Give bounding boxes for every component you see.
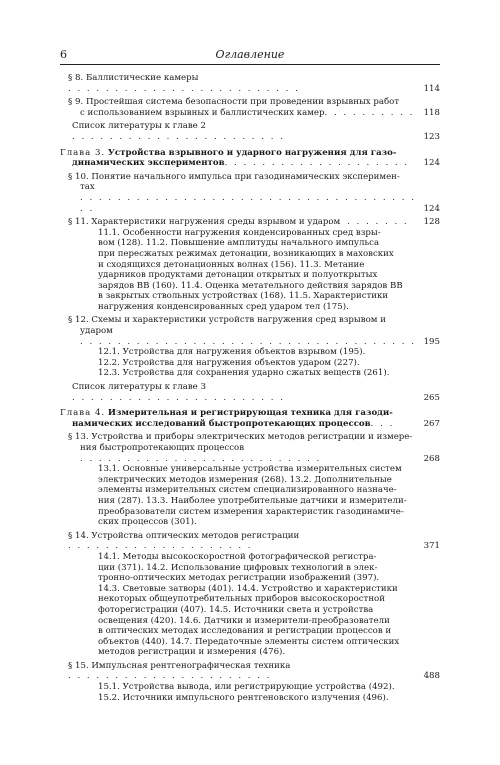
toc-page: 114 [423, 83, 440, 94]
toc-subentries-s14: 14.1. Методы высокоскоростной фотографической регистра- ции (371). 14.2. Использование цифровых технологий в элек- тронно-оптических методах регистрации изображений (397). 14.3. Световые затворы (401). 14.4. Устройство и характеристики некоторых общеупотребительных приборов высокоскоростной фоторегистрации (407). 14.5. Источники света и устройства освещения (420). 14.6. Датчики и измерители-преобразователи в оптических методах исследования и регистрации процессов и объектов (440). 14.7. Передаточные элементы систем оптических методов регистрации и измерения (476). [98, 551, 400, 658]
toc-chapter-3: Глава 3. Устройства взрывного и ударного нагружения для газо- динамических экспериментов. . . . . . . . . . . . . . . . . . . . 124 [60, 147, 440, 169]
toc-entry-lit2: Список литературы к главе 2. . . . . . . . . . . . . . . . . . . . . . . 123 [72, 121, 440, 142]
toc-entry-s15: § 15. Импульсная рентгенографическая техника. . . . . . . . . . . . . . . . . . . . . . 488 [68, 660, 440, 682]
running-header [60, 46, 440, 65]
toc-entry-s14: § 14. Устройства оптических методов регистрации. . . . . . . . . . . . . . . . . . . . 371 [68, 530, 440, 552]
toc-entry-s13: § 13. Устройства и приборы электрических методов регистрации и измере- ния быстропротекающих процессов. . . . . . . . . . . . . . . . . . . . . . . . . . 268 [68, 432, 440, 464]
table-of-contents [60, 73, 440, 703]
toc-entry-s9: § 9. Простейшая система безопасности при проведении взрывных работ с использованием взрывных и баллистических камер. . . . . . . . . . 118 [68, 97, 440, 118]
toc-subentries-s11: 11.1. Особенности нагружения конденсированных сред взры- вом (128). 11.2. Повышение амплитуды начального импульса при пересжатых режимах детонации, возникающих в маховских и сходящихся детонационных волнах (156). 11.3. Метание ударников продуктами детонации открытых и полуоткрытых зарядов ВВ (160). 11.4. Оценка метательного действия зарядов ВВ в закрытых ствольных устройствах (168). 11.5. Характеристики нагружения конденсированных сред ударом тел (175). [98, 227, 403, 312]
page [60, 46, 440, 703]
toc-chapter-4: Глава 4. Измерительная и регистрирующая техника для газоди- намических исследований быстропротекающих процессов. . . 267 [60, 408, 440, 429]
toc-entry-lit3: Список литературы к главе 3. . . . . . . . . . . . . . . . . . . . . . . 265 [72, 382, 440, 403]
page-number: 6 [60, 48, 67, 61]
toc-subentries-s12: 12.1. Устройства для нагружения объектов взрывом (195). 12.2. Устройства для нагружения объектов ударом (227). 12.3. Устройства для сохранения ударно сжатых веществ (261). [98, 347, 390, 379]
toc-entry-s10: § 10. Понятие начального импульса при газодинамических эксперимен- тах. . . . . . . . . . . . . . . . . . . . . . . . . . . . . . . . . . . . . . 124 [68, 171, 440, 214]
toc-entry-s12: § 12. Схемы и характеристики устройств нагружения сред взрывом и ударом. . . . . . . . . . . . . . . . . . . . . . . . . . . . . . . . . . . . 195 [68, 315, 440, 347]
toc-entry-s8: § 8. Баллистические камеры. . . . . . . . . . . . . . . . . . . . . . . . . 114 [68, 73, 440, 94]
toc-subentries-s13: 13.1. Основные универсальные устройства измерительных систем электрических методов измерения (268). 13.2. Дополнительные элементы измерительных систем специализированного назначе- ния (287). 13.3. Наиболее употребительные датчики и измерители- преобразователи систем измерения характеристик газодинамиче- ских процессов (301). [98, 464, 407, 528]
toc-subentries-s15: 15.1. Устройства вывода, или регистрирующие устройства (492). 15.2. Источники импульсного рентгеновского излучения (496). [98, 682, 395, 703]
running-title: Оглавление [215, 48, 285, 61]
toc-entry-s11: § 11. Характеристики нагружения среды взрывом и ударом. . . . . . . . . 128 [68, 217, 440, 228]
